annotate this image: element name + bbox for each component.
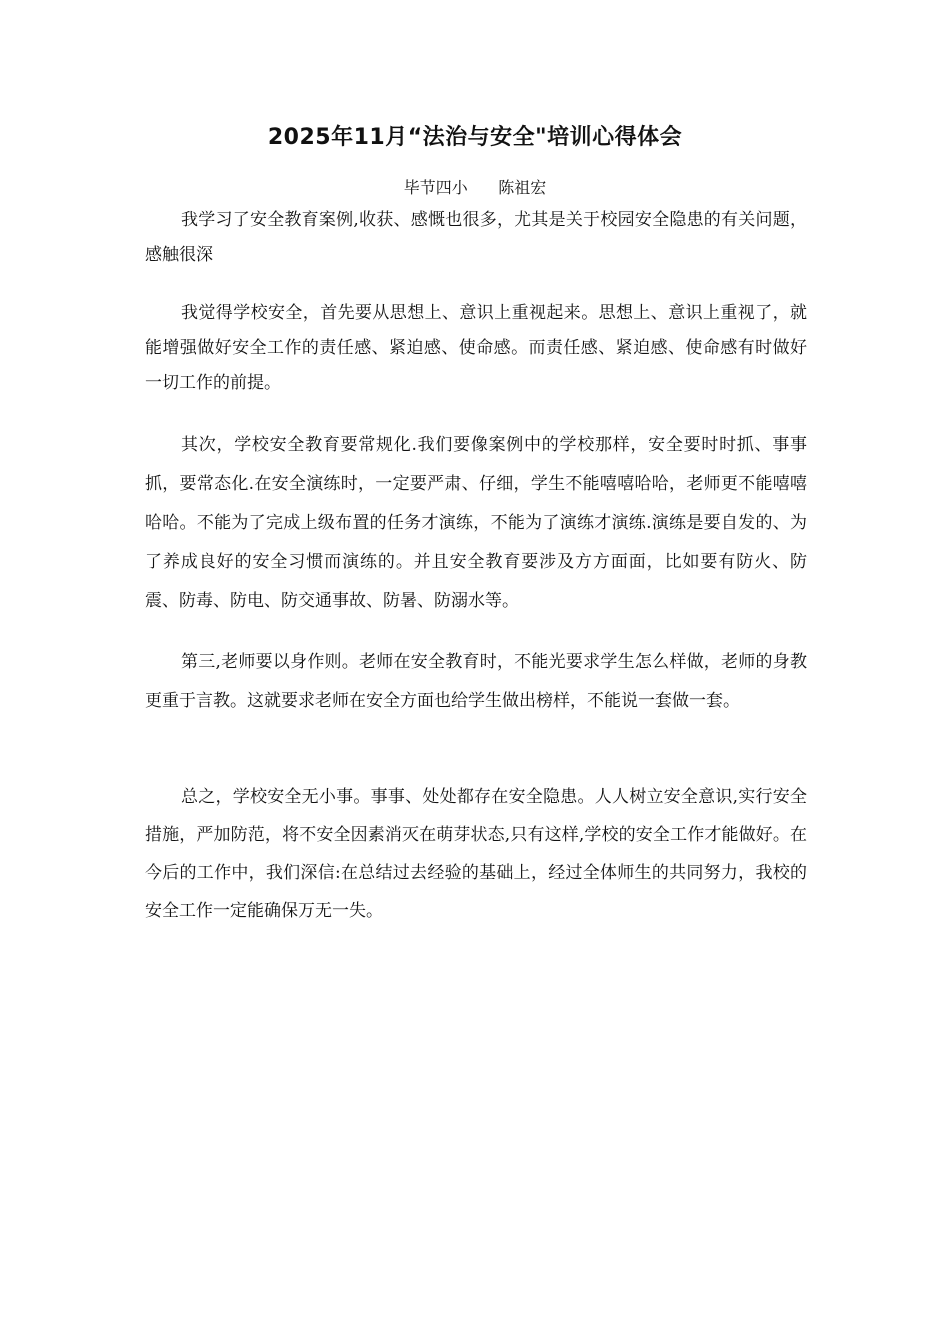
paragraph-5: 总之，学校安全无小事。事事、处处都存在安全隐患。人人树立安全意识,实行安全措施，严加防范，将不安全因素消灭在萌芽状态,只有这样,学校的安全工作才能做好。在今后的工作中，我们深信:在总结过去经验的基础上，经过全体师生的共同努力，我校的安全工作一定能确保万无一失。 (145, 787, 807, 921)
paragraph-1: 我学习了安全教育案例,收获、感慨也很多，尤其是关于校园安全隐患的有关问题，感触很深 (145, 210, 807, 265)
paragraph-2: 我觉得学校安全，首先要从思想上、意识上重视起来。思想上、意识上重视了，就能增强做好安全工作的责任感、紧迫感、使命感。而责任感、紧迫感、使命感有时做好一切工作的前提。 (145, 303, 807, 393)
document-author: 毕节四小 陈祖宏 (403, 178, 547, 197)
document-title: 2025年11月“法治与安全"培训心得体会 (267, 125, 683, 150)
paragraph-3: 其次，学校安全教育要常规化.我们要像案例中的学校那样，安全要时时抓、事事抓，要常态化.在安全演练时，一定要严肃、仔细，学生不能嘻嘻哈哈，老师更不能嘻嘻哈哈。不能为了完成上级布置的任务才演练，不能为了演练才演练.演练是要自发的、为了养成良好的安全习惯而演练的。并且安全教育要涉及方方面面，比如要有防火、防震、防毒、防电、防交通事故、防暑、防溺水等。 (145, 435, 807, 611)
paragraph-4: 第三,老师要以身作则。老师在安全教育时，不能光要求学生怎么样做，老师的身教更重于言教。这就要求老师在安全方面也给学生做出榜样，不能说一套做一套。 (145, 652, 807, 711)
